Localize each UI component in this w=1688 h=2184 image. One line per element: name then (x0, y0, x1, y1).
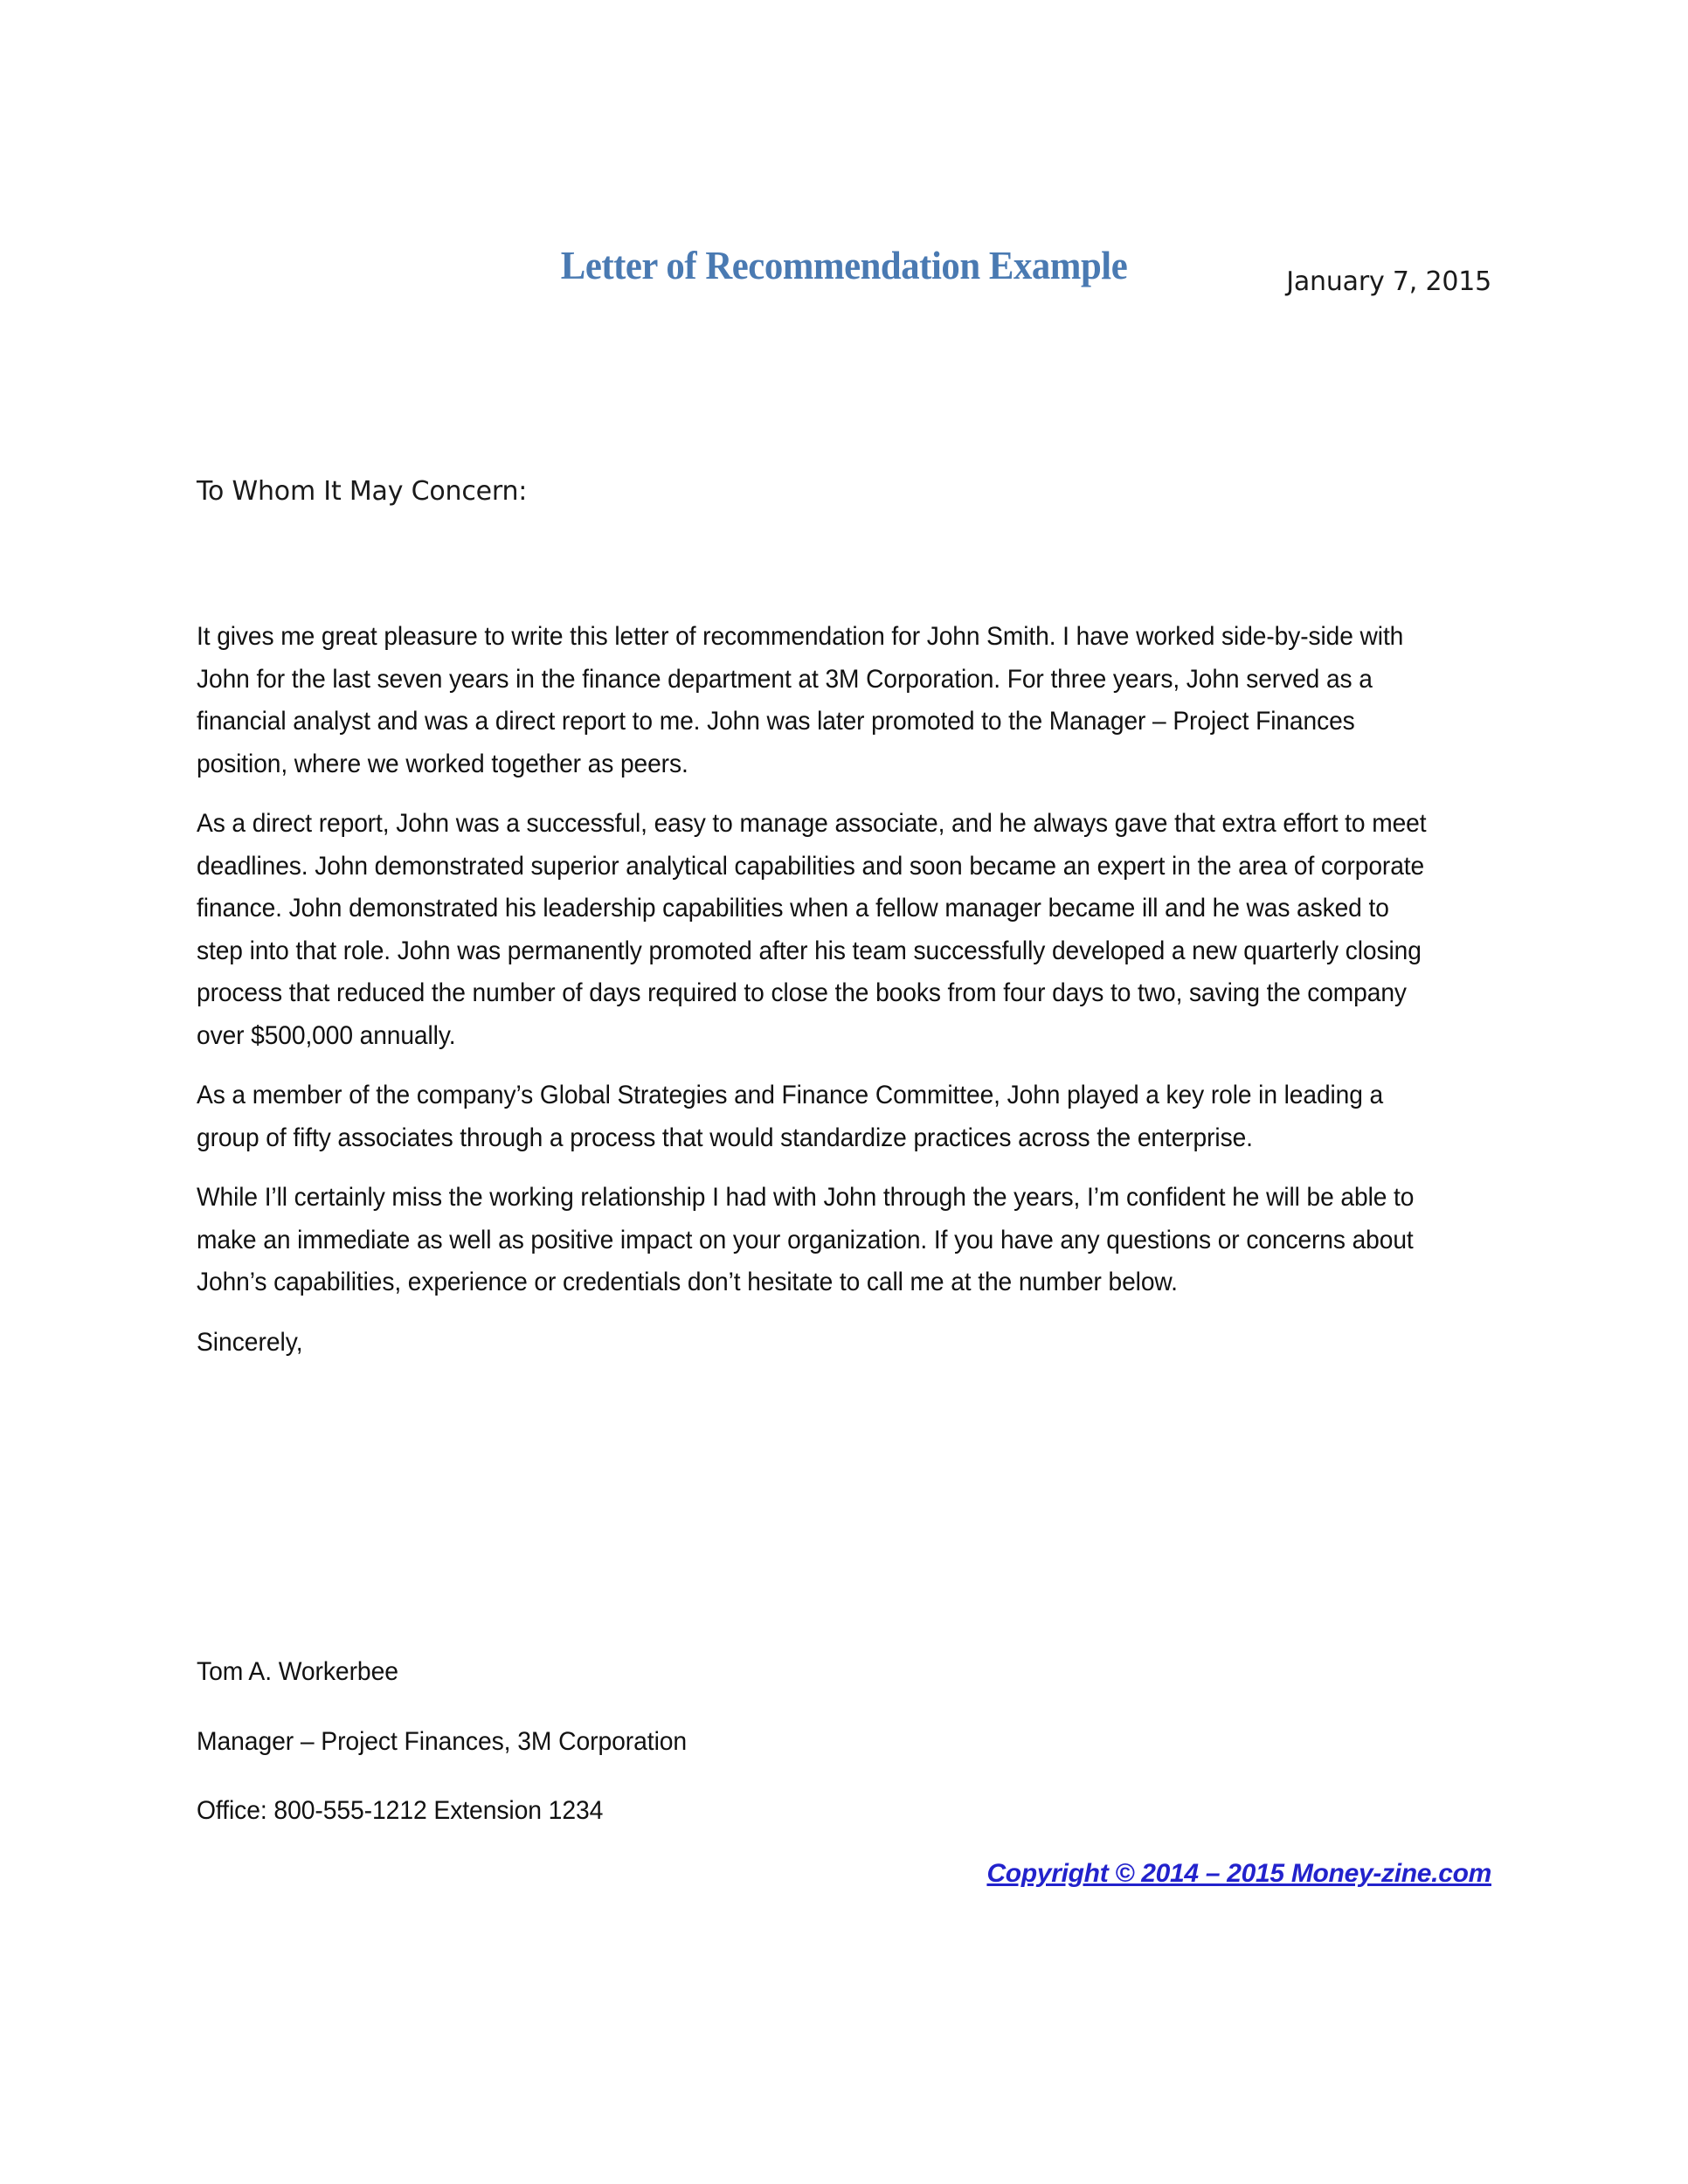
body-paragraph-4: While I’ll certainly miss the working relationship I had with John through the years, I’m confident he will be able to make an immediate as well as positive impact on your organization. If you have any questions or concerns about John’s capabilities, experience or credentials don’t hesitate to call me at the number below. (197, 1183, 1415, 1296)
letter-body (197, 616, 1498, 1364)
signature-block (197, 1651, 1245, 1833)
body-paragraph-2: As a direct report, John was a successful, easy to manage associate, and he always gave that extra effort to meet deadlines. John demonstrated superior analytical capabilities and soon became an expert in the area of corporate finance. John demonstrated his leadership capabilities when a fellow manager became ill and he was asked to step into that role. John was permanently promoted after his team successfully developed a new quarterly closing process that reduced the number of days required to close the books from four days to two, saving the company over $500,000 annually. (197, 809, 1427, 1050)
body-paragraph-1: It gives me great pleasure to write this letter of recommendation for John Smith. I have worked side-by-side with John for the last seven years in the finance department at 3M Corporation. For three years, John served as a financial analyst and was a direct report to me. John was later promoted to the Manager – Project Finances position, where we worked together as peers. (197, 622, 1404, 778)
signer-contact: Office: 800-555-1212 Extension 1234 (197, 1796, 604, 1825)
signer-title: Manager – Project Finances, 3M Corporation (197, 1726, 688, 1756)
copyright-link[interactable]: Copyright © 2014 – 2015 Money-zine.com (986, 1859, 1491, 1888)
page-title: Letter of Recommendation Example (560, 242, 1128, 287)
letter-date: January 7, 2015 (1286, 266, 1491, 297)
body-paragraph-3: As a member of the company’s Global Strategies and Finance Committee, John played a key role in leading a group of fifty associates through a process that would standardize practices across the enterprise. (197, 1081, 1384, 1152)
salutation: To Whom It May Concern: (197, 476, 528, 507)
closing-salutation: Sincerely, (197, 1327, 303, 1357)
signer-name: Tom A. Workerbee (197, 1657, 398, 1686)
